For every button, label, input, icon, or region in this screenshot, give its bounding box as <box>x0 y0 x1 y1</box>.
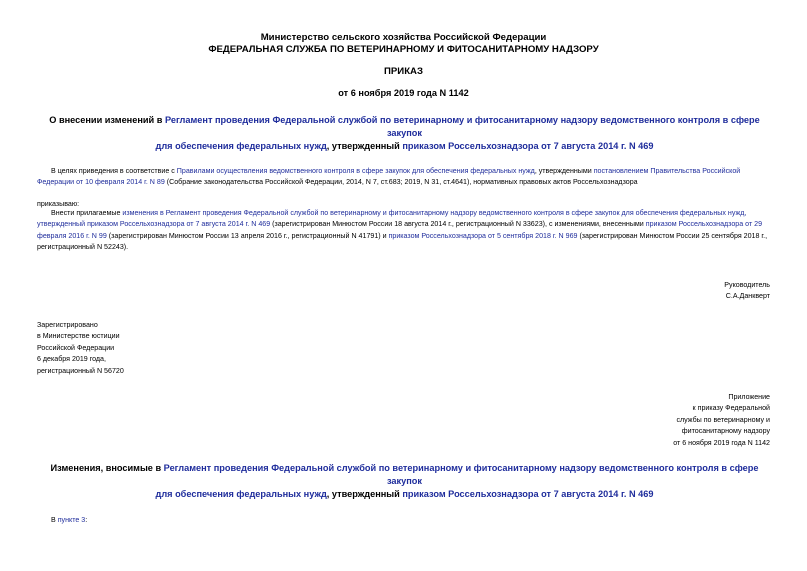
service-name: ФЕДЕРАЛЬНАЯ СЛУЖБА ПО ВЕТЕРИНАРНОМУ И ФИТОСАНИТАРНОМУ НАДЗОРУ <box>208 44 599 55</box>
registration-block <box>37 320 237 377</box>
document-type: ПРИКАЗ <box>384 66 423 77</box>
preamble-mid: , утвержденными <box>534 167 594 175</box>
item-paragraph <box>51 516 87 524</box>
order-969-link[interactable]: приказом Россельхознадзора от 5 сентября 2018 г. N 969 <box>388 231 578 240</box>
appendix-block <box>610 392 770 449</box>
appendix-line: от 6 ноября 2019 года N 1142 <box>673 438 770 447</box>
title-regulation-link-cont[interactable]: для обеспечения федеральных нужд <box>155 141 327 151</box>
registration-line: 6 декабря 2019 года, <box>37 355 106 364</box>
ministry-name: Министерство сельского хозяйства Российской Федерации <box>260 32 547 43</box>
preamble-tail: (Собрание законодательства Российской Федерации, 2014, N 7, ст.683; 2019, N 31, ст.4641), нормативных правовых актов Россельхознадзора <box>164 178 638 187</box>
item-3-link[interactable]: пункте 3 <box>57 516 86 524</box>
body-mid-1: (зарегистрирован Минюстом России 18 августа 2014 г., регистрационный N 33623), с изменениями, внесенными <box>270 220 646 229</box>
item-prefix: В <box>51 516 58 524</box>
changes-order-link[interactable]: приказом Россельхознадзора от 7 августа 2014 г. N 469 <box>402 489 654 499</box>
body-mid-2: (зарегистрирован Минюстом России 13 апреля 2016 г., регистрационный N 41791) и <box>106 231 389 240</box>
body-tail: (зарегистрирован Минюстом России 25 сентября 2018 г., регистрационный N 52243). <box>37 231 768 252</box>
appendix-line: службы по ветеринарному и <box>676 415 770 424</box>
changes-title-prefix: Изменения, вносимые в <box>50 463 164 473</box>
order-word: приказываю: <box>37 200 80 208</box>
changes-regulation-link-cont[interactable]: для обеспечения федеральных нужд <box>155 489 327 499</box>
title-middle: , утвержденный <box>326 141 403 151</box>
registration-line: Российской Федерации <box>37 343 115 352</box>
appendix-line: Приложение <box>728 393 770 401</box>
document-title <box>32 114 777 153</box>
appendix-line: фитосанитарному надзору <box>681 427 770 436</box>
signature-block <box>610 280 770 303</box>
rules-link[interactable]: Правилами осуществления ведомственного контроля в сфере закупок для обеспечения федеральных нужд <box>176 167 535 175</box>
changes-link[interactable]: изменения в Регламент проведения Федеральной службой по ветеринарному и фитосанитарному надзору ведомственного контроля в сфере закупок для обеспечения федеральных нужд, утвержденный приказом Россельхознадзора от 7 августа 2014 г. N 469 <box>37 209 747 229</box>
title-regulation-link[interactable]: Регламент проведения Федеральной службой по ветеринарному и фитосанитарному надзору ведомственного контроля в сфере закупок <box>164 115 760 138</box>
registration-line: Зарегистрировано <box>37 321 98 329</box>
registration-line: регистрационный N 56720 <box>37 366 124 375</box>
government-decree-link[interactable]: постановлением Правительства Российской Федерации от 10 февраля 2014 г. N 89 <box>37 167 741 187</box>
body-intro: Внести прилагаемые <box>51 209 123 217</box>
item-suffix: : <box>85 516 88 524</box>
changes-title-middle: , утвержденный <box>326 489 403 499</box>
changes-title <box>32 462 777 501</box>
preamble-intro: В целях приведения в соответствие с <box>51 167 177 175</box>
title-prefix: О внесении изменений в <box>49 115 165 125</box>
order-99-link[interactable]: приказом Россельхознадзора от 29 февраля 2016 г. N 99 <box>37 220 763 240</box>
signature-role: Руководитель <box>724 281 770 289</box>
order-body-paragraph <box>37 208 770 254</box>
preamble-paragraph <box>37 166 770 189</box>
signature-name: С.А.Данкверт <box>725 292 770 301</box>
registration-line: в Министерстве юстиции <box>37 332 120 341</box>
title-order-link[interactable]: приказом Россельхознадзора от 7 августа 2014 г. N 469 <box>402 141 654 151</box>
appendix-line: к приказу Федеральной <box>692 404 770 413</box>
changes-regulation-link[interactable]: Регламент проведения Федеральной службой по ветеринарному и фитосанитарному надзору ведомственного контроля в сфере закупок <box>163 463 759 486</box>
document-date: от 6 ноября 2019 года N 1142 <box>338 88 469 98</box>
